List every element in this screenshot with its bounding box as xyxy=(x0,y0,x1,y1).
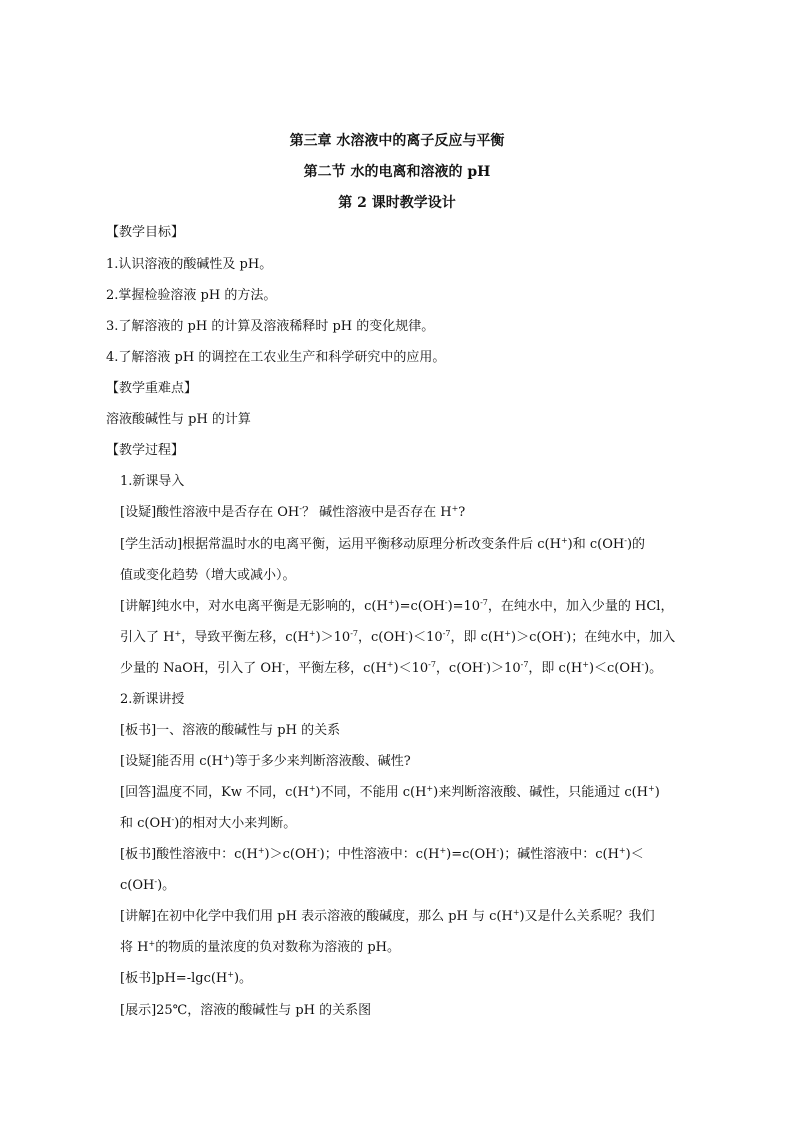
objective-item: 3.了解溶液的 pH 的计算及溶液稀释时 pH 的变化规律。 xyxy=(106,319,435,334)
step-intro: 1.新课导入 xyxy=(120,474,185,489)
chapter-title: 第三章 水溶液中的离子反应与平衡 xyxy=(289,133,505,149)
step-lecture: 2.新课讲授 xyxy=(120,692,185,707)
answer-line1: [回答]温度不同，Kw 不同，c(H+)不同，不能用 c(H+)来判断溶液酸、碱性，只能通过 c(H+) xyxy=(120,784,660,800)
display-note: [展示]25℃，溶液的酸碱性与 pH 的关系图 xyxy=(120,1003,372,1018)
keypoints-heading: 【教学重难点】 xyxy=(106,381,198,396)
student-activity-cont: 值或变化趋势（增大或减小）。 xyxy=(120,568,296,583)
explanation-1-line1: [讲解]纯水中，对水电离平衡是无影响的，$c(H^+)=c(OH^-)=10^{-7}$，在纯水中，加入少量的 HCl， xyxy=(120,598,674,614)
objective-item: 2.掌握检验溶液 pH 的方法。 xyxy=(106,288,277,303)
explanation-1-line2: 引入了 H+，导致平衡左移，$c(H^+)>10^{-7}$，$c(OH^-)<10^{-7}$，即 c(H+)＞c(OH-)；在纯水中，加入 xyxy=(120,629,676,645)
process-heading: 【教学过程】 xyxy=(106,443,185,458)
section-title: 第二节 水的电离和溶液的 pH xyxy=(303,164,491,180)
board-note-2-line2: c(OH-)。 xyxy=(120,877,176,893)
objective-item: 4.了解溶液 pH 的调控在工农业生产和科学研究中的应用。 xyxy=(106,350,446,365)
objectives-heading: 【教学目标】 xyxy=(106,225,185,240)
question-1: [设疑]酸性溶液中是否存在 OH-？ 碱性溶液中是否存在 H+? xyxy=(120,504,466,520)
student-activity: [学生活动]根据常温时水的电离平衡，运用平衡移动原理分析改变条件后 c(H+)和 c(OH-)的 xyxy=(120,536,646,552)
keypoints-text: 溶液酸碱性与 pH 的计算 xyxy=(106,412,251,427)
answer-line2: 和 c(OH-)的相对大小来判断。 xyxy=(120,815,297,831)
explanation-2-line2: 将 H+的物质的量浓度的负对数称为溶液的 pH。 xyxy=(120,939,400,955)
board-note-3: [板书]pH=-lgc(H+)。 xyxy=(120,970,253,986)
objective-item: 1.认识溶液的酸碱性及 pH。 xyxy=(106,257,273,272)
explanation-2-line1: [讲解]在初中化学中我们用 pH 表示溶液的酸碱度，那么 pH 与 c(H+)又是什么关系呢？我们 xyxy=(120,908,655,924)
lesson-title: 第 2 课时教学设计 xyxy=(338,195,456,211)
board-note-2-line1: [板书]酸性溶液中：c(H+)＞c(OH-)；中性溶液中：c(H+)=c(OH-)；碱性溶液中：c(H+)＜ xyxy=(120,846,644,862)
board-note-1: [板书]一、溶液的酸碱性与 pH 的关系 xyxy=(120,723,341,738)
question-2: [设疑]能否用 c(H+)等于多少来判断溶液酸、碱性? xyxy=(120,753,411,769)
explanation-1-line3: 少量的 NaOH，引入了 OH-，平衡左移，$c(H^+)<10^{-7}$，$c(OH^-)>10^{-7}$，即 c(H+)＜c(OH-)。 xyxy=(120,660,663,676)
